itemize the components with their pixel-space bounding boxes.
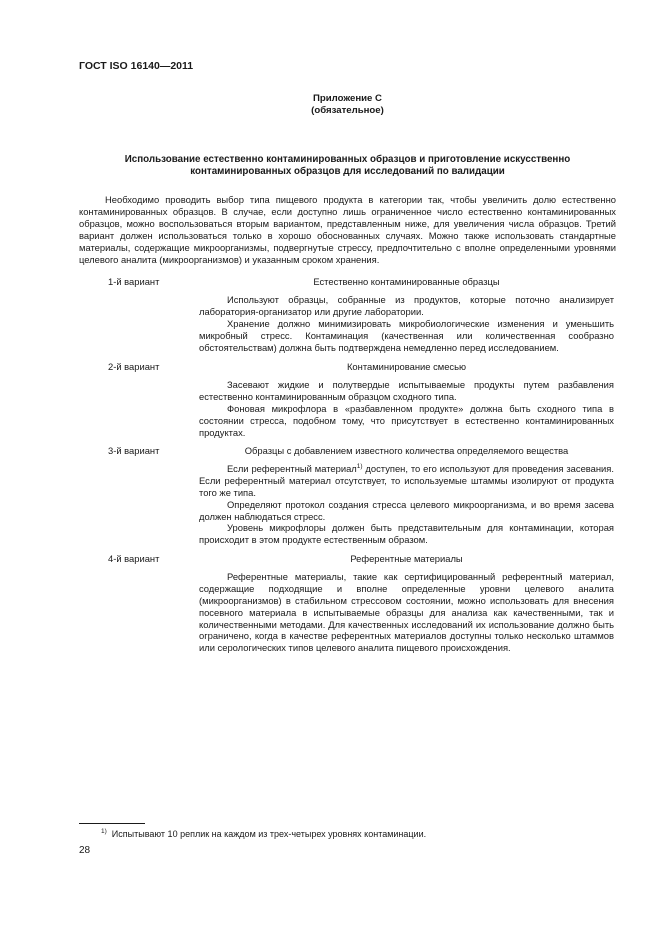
section-title-line-1: Использование естественно контаминированных образцов и приготовление искусственно (124, 154, 571, 165)
paragraph: Засевают жидкие и полутвердые испытываемые продукты путем разбавления естественно контаминированным образцом сходного типа. (199, 378, 614, 402)
footnote-mark: 1) (101, 828, 107, 835)
variant-label: 1-й вариант (108, 276, 160, 287)
variant-body (199, 463, 614, 546)
paragraph: Используют образцы, собранные из продуктов, которые поточно анализирует лаборатория-организатор или другие лаборатории. (199, 293, 614, 317)
footnote-text: Испытывают 10 реплик на каждом из трех-четырех уровнях контаминации. (111, 829, 427, 839)
variant-heading: Образцы с добавлением известного количества определяемого вещества (244, 445, 569, 456)
intro-text: Необходимо проводить выбор типа пищевого продукта в категории так, чтобы увеличить долю естественно контаминированных образцов. В случае, если доступно лишь ограниченное число естественно контаминированных образцов, можно воспользоваться вторым вариантом, представленным ниже, для увеличения числа образцов. Третий вариант должен использоваться только в хорошо обоснованных случаях. Можно также использовать стандартные материалы, содержащие микроорганизмы, подвергнутые стрессу, предпочтительно с вполне определенными уровнями целевого аналита (микроорганизмов) и указанным сроком хранения. (79, 194, 616, 265)
paragraph-text: Если референтный материал (227, 462, 357, 474)
paragraph (199, 463, 614, 499)
footnote (101, 829, 426, 841)
variant-body (199, 571, 614, 654)
appendix-label: Приложение С (313, 93, 382, 104)
variant-body (199, 379, 614, 439)
document-code: ГОСТ ISO 16140—2011 (79, 60, 194, 72)
page-number: 28 (79, 845, 91, 856)
paragraph-text: доступен, то его используют для проведения засевания. Если референтный материал отсутствует, то используемые штаммы изолируют от продукта того же типа. (199, 462, 614, 498)
section-title-line-2: контаминированных образцов для исследований по валидации (190, 166, 505, 178)
variant-label: 3-й вариант (108, 445, 160, 456)
variant-3 (79, 445, 616, 546)
variant-4 (79, 553, 616, 654)
variant-2 (79, 361, 616, 438)
paragraph: Уровень микрофлоры должен быть представительным для контаминации, которая происходит в этом продукте естественным образом. (199, 522, 614, 546)
variant-heading: Контаминирование смесью (346, 361, 467, 372)
footnote-reference[interactable]: 1) (356, 462, 363, 470)
footnote-divider (79, 823, 145, 824)
appendix-heading (79, 93, 616, 117)
variant-1 (79, 276, 616, 353)
variant-body (199, 294, 614, 354)
variant-heading: Референтные материалы (350, 553, 463, 564)
paragraph: Хранение должно минимизировать микробиологические изменения и уменьшить микробный стресс. Контаминация (качественная или количественная сообразно обстоятельствам) должна быть подтверждена немедленно перед исследованием. (199, 317, 614, 353)
variant-heading: Естественно контаминированные образцы (313, 276, 500, 287)
paragraph: Фоновая микрофлора в «разбавленном продукте» должна быть сходного типа в состоянии стресса, подобном тому, что присутствует в естественно контаминированных продуктах. (199, 402, 614, 438)
paragraph: Референтные материалы, такие как сертифицированный референтный материал, содержащие подходящие и вполне определенные уровни целевого аналита (микроорганизмов) в стабильном стрессовом состоянии, можно использовать для внесения посевного материала в испытываемые образцы для анализа как качественными, так и количественными методами. Для качественных исследований их использование должно быть ограничено, когда в качестве референтных материалов доступны только несколько штаммов или серологических типов целевого аналита пищевого происхождения. (199, 570, 614, 654)
variant-label: 2-й вариант (108, 361, 160, 372)
intro-paragraph (79, 194, 616, 265)
variant-label: 4-й вариант (108, 553, 160, 564)
appendix-status: (обязательное) (311, 105, 384, 116)
paragraph: Определяют протокол создания стресса целевого микроорганизма, и во время засева должен наблюдаться стресс. (199, 498, 614, 522)
section-title (79, 154, 616, 179)
